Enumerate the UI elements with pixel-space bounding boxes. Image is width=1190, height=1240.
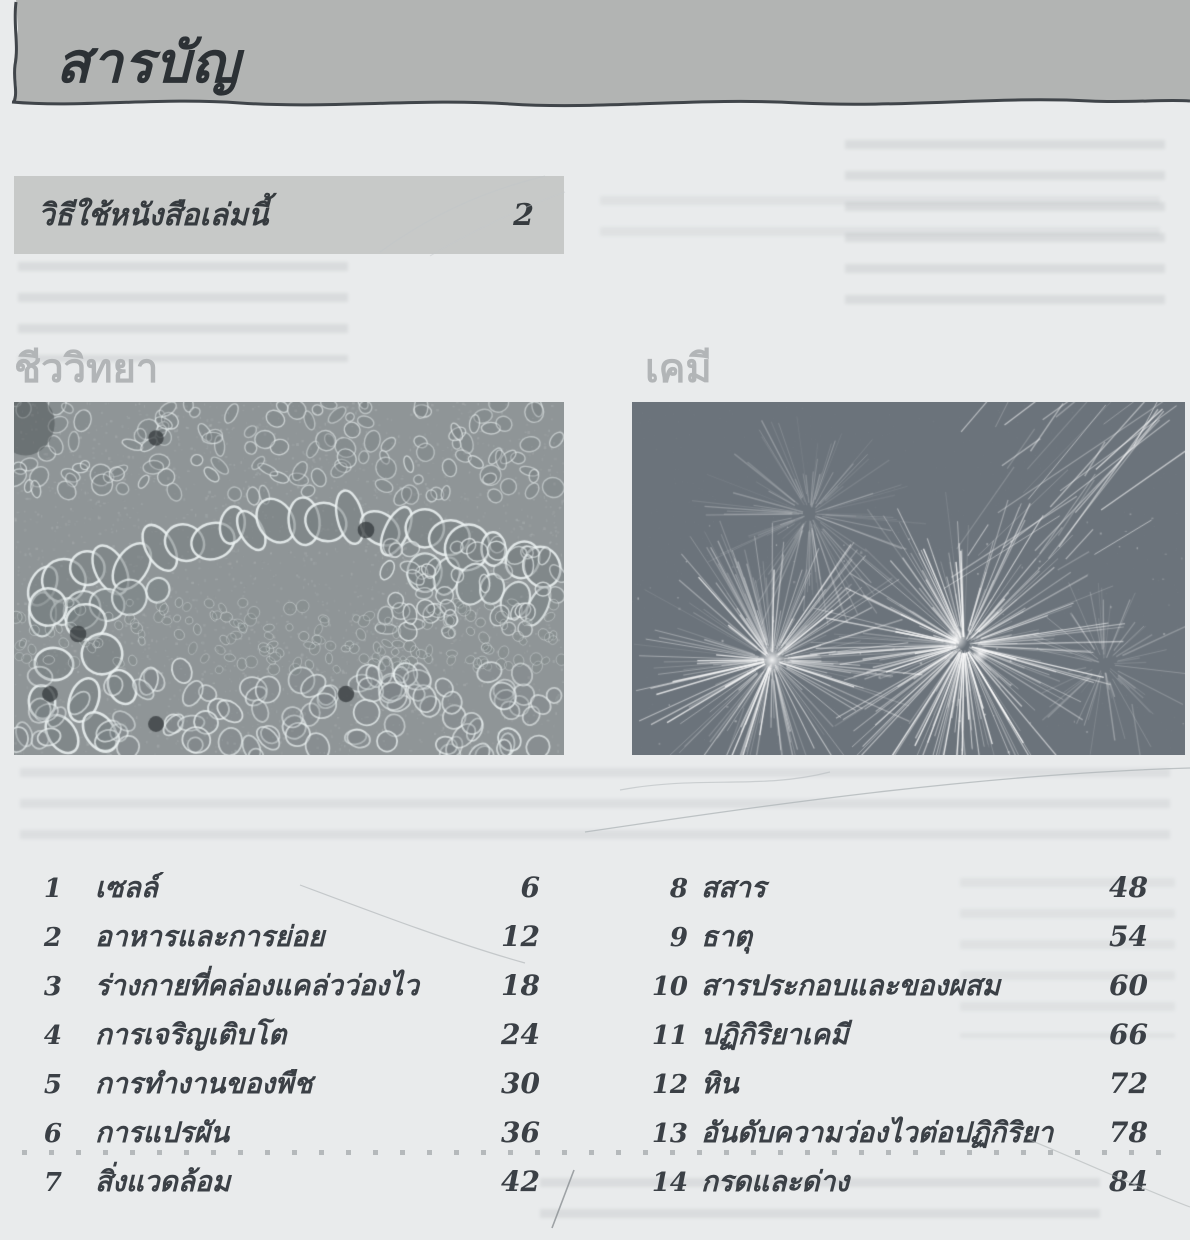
chapter-page: 78 [1109, 1116, 1148, 1149]
chapter-row [14, 1111, 540, 1160]
chapter-title: การแปรผัน [95, 1116, 230, 1149]
chapter-title: เซลล์ [95, 871, 158, 904]
biology-photo [14, 402, 564, 755]
chapter-page: 72 [1109, 1067, 1148, 1100]
chapter-page: 60 [1109, 969, 1148, 1002]
chapter-row [610, 1111, 1148, 1160]
chapter-number: 8 [669, 874, 688, 904]
chemistry-photo [632, 402, 1185, 755]
page-title: สารบัญ [56, 31, 240, 96]
chapter-page: 54 [1109, 920, 1148, 953]
chapter-number: 2 [43, 923, 62, 953]
bleed-through-artifact [20, 768, 1170, 860]
chapter-row [610, 964, 1148, 1013]
chapter-number: 1 [43, 874, 62, 904]
chapter-number: 12 [651, 1070, 688, 1100]
chapter-number: 5 [43, 1070, 62, 1100]
chapter-number: 9 [669, 923, 688, 953]
chapter-row [610, 1062, 1148, 1111]
chapter-title: ร่างกายที่คล่องแคล่วว่องไว [95, 969, 420, 1002]
chapter-page: 12 [501, 920, 540, 953]
chemistry-chapter-list [610, 866, 1148, 1209]
banner-torn-left-edge [14, 2, 16, 102]
chapter-number: 4 [43, 1021, 62, 1051]
chapter-title: สารประกอบและของผสม [701, 969, 1001, 1002]
chapter-page: 30 [501, 1067, 540, 1100]
chapter-title: ธาตุ [701, 920, 752, 953]
chapter-title: หิน [701, 1067, 739, 1100]
chapter-title: อาหารและการย่อย [95, 920, 325, 953]
section-title-biology: ชีววิทยา [14, 346, 159, 392]
chapter-title: การเจริญเติบโต [95, 1018, 287, 1051]
chapter-number: 10 [651, 972, 688, 1002]
biology-chapter-list [14, 866, 540, 1209]
chapter-page: 84 [1109, 1165, 1148, 1198]
how-to-use-label: วิธีใช้หนังสือเล่มนี้ [38, 197, 269, 233]
chapter-row [610, 1013, 1148, 1062]
bleed-through-artifact [845, 140, 1165, 316]
chapter-number: 3 [43, 972, 62, 1002]
chapter-page: 66 [1109, 1018, 1148, 1051]
chapter-number: 7 [43, 1168, 62, 1198]
chapter-number: 14 [651, 1168, 688, 1198]
chapter-row [610, 866, 1148, 915]
section-title-chemistry: เคมี [645, 346, 712, 392]
chapter-number: 11 [651, 1021, 688, 1051]
chapter-row [14, 964, 540, 1013]
chapter-title: ปฏิกิริยาเคมี [701, 1018, 849, 1051]
chapter-page: 18 [501, 969, 540, 1002]
how-to-use-page-number: 2 [513, 197, 534, 233]
chapter-page: 36 [501, 1116, 540, 1149]
chapter-row [610, 1160, 1148, 1209]
chapter-row [610, 915, 1148, 964]
chapter-title: การทำงานของพืช [95, 1067, 313, 1100]
chapter-number: 6 [43, 1119, 62, 1149]
bleed-through-artifact [600, 196, 1160, 254]
chapter-title: อันดับความว่องไวต่อปฏิกิริยา [701, 1116, 1054, 1149]
chapter-number: 13 [651, 1119, 688, 1149]
chapter-title: สิ่งแวดล้อม [95, 1165, 231, 1198]
chapter-title: กรดและด่าง [701, 1165, 849, 1198]
chapter-row [14, 915, 540, 964]
how-to-use-box [14, 176, 564, 254]
chapter-row [14, 866, 540, 915]
chapter-page: 48 [1109, 871, 1148, 904]
chapter-page: 24 [501, 1018, 540, 1051]
chapter-page: 42 [501, 1165, 540, 1198]
chapter-title: สสาร [701, 871, 766, 904]
chapter-row [14, 1160, 540, 1209]
chapter-row [14, 1013, 540, 1062]
chapter-row [14, 1062, 540, 1111]
chapter-page: 6 [520, 871, 540, 904]
